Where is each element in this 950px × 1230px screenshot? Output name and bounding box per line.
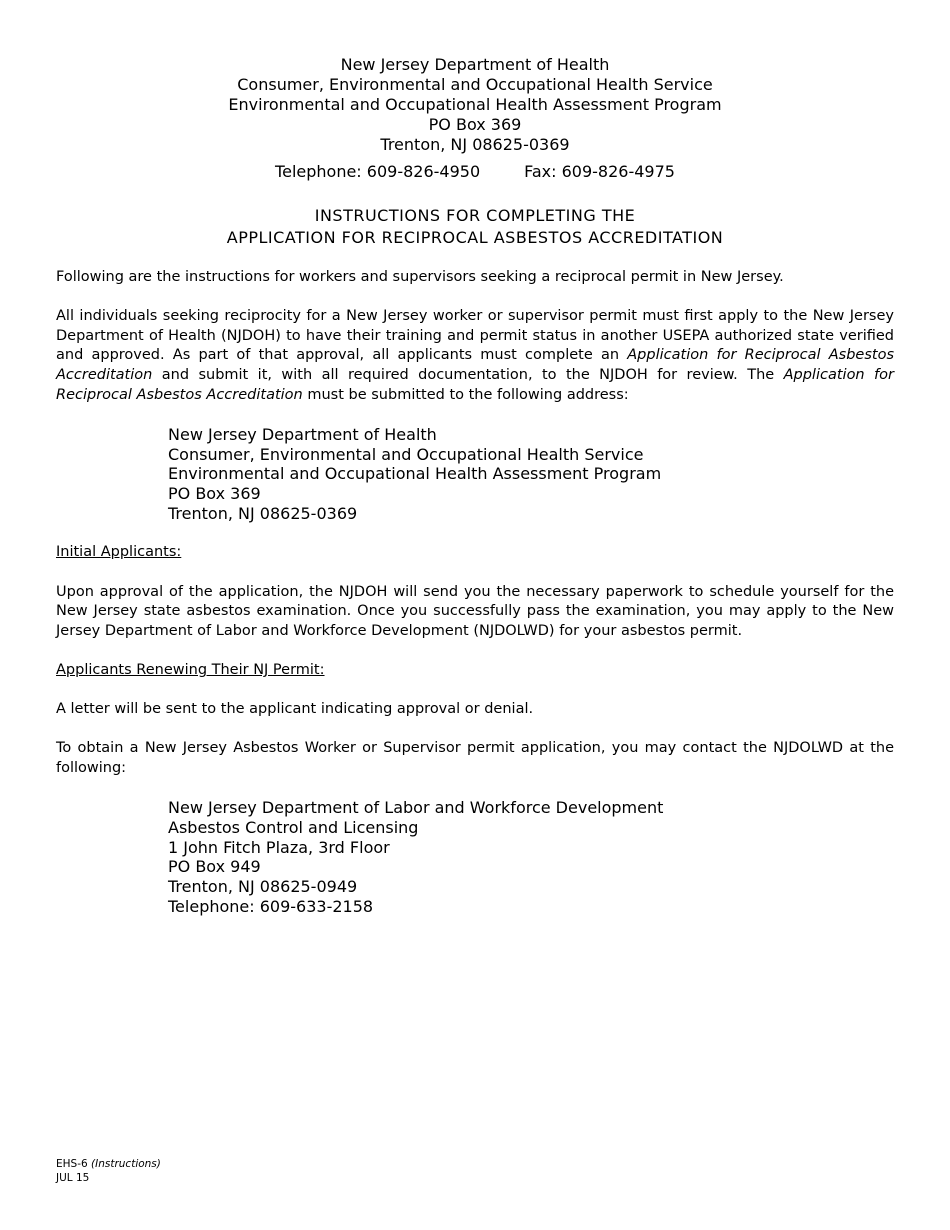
address-line: 1 John Fitch Plaza, 3rd Floor — [168, 837, 390, 857]
form-id — [56, 1157, 161, 1171]
text-span: All individuals seeking reciprocity for a New Jersey worker or supervisor permit must first apply to the New Jersey Department of Health (NJDOH) to have their training and permit status in another USEPA authorized state verified and approved. As part of that approval, all applicants must complete an — [56, 308, 894, 364]
title-line-2: APPLICATION FOR RECIPROCAL ASBESTOS ACCREDITATION — [226, 228, 724, 247]
document-page — [56, 0, 894, 1230]
header-line: PO Box 369 — [428, 115, 522, 134]
intro-paragraph: Following are the instructions for workers and supervisors seeking a reciprocal permit in New Jersey. — [56, 269, 784, 285]
header-line: Trenton, NJ 08625-0369 — [380, 135, 570, 154]
form-number: EHS-6 — [56, 1158, 92, 1170]
renewing-heading — [56, 661, 894, 681]
page-title — [56, 205, 894, 249]
address-line: PO Box 369 — [168, 484, 261, 504]
njdoh-address — [168, 425, 894, 524]
address-line: Asbestos Control and Licensing — [168, 817, 419, 837]
reciprocity-paragraph — [56, 307, 894, 405]
fax: Fax: 609-826-4975 — [524, 162, 675, 181]
initial-applicants-heading — [56, 543, 894, 563]
agency-header — [56, 55, 894, 155]
header-line: Consumer, Environmental and Occupational Health Service — [237, 75, 713, 94]
address-line: Telephone: 609-633-2158 — [168, 897, 374, 917]
header-line: Environmental and Occupational Health Assessment Program — [228, 95, 722, 114]
renewing-paragraph: A letter will be sent to the applicant indicating approval or denial. — [56, 701, 534, 718]
text-span: must be submitted to the following address: — [302, 386, 629, 403]
address-line: Environmental and Occupational Health Assessment Program — [168, 464, 662, 484]
section-heading: Applicants Renewing Their NJ Permit: — [56, 661, 325, 678]
address-line: New Jersey Department of Health — [168, 424, 437, 444]
form-date: JUL 15 — [56, 1172, 90, 1184]
address-line: Consumer, Environmental and Occupational Health Service — [168, 444, 644, 464]
text-span: and submit it, with all required documentation, to the NJDOH for review. The — [152, 366, 784, 383]
address-line: Trenton, NJ 08625-0369 — [168, 503, 358, 523]
obtain-paragraph: To obtain a New Jersey Asbestos Worker or Supervisor permit application, you may contact the NJDOLWD at the following: — [56, 740, 894, 776]
form-footer — [56, 1157, 161, 1185]
form-title-italic: Application for Reciprocal Asbestos Accreditation — [56, 366, 894, 403]
telephone: Telephone: 609-826-4950 — [275, 162, 481, 181]
njdolwd-address — [168, 798, 894, 917]
header-line: New Jersey Department of Health — [340, 55, 610, 74]
initial-applicants-paragraph: Upon approval of the application, the NJDOH will send you the necessary paperwork to schedule yourself for the New Jersey state asbestos examination. Once you successfully pass the examination, you may apply to the New Jersey Department of Labor and Workforce Development (NJDOLWD) for your asbestos permit. — [56, 583, 894, 639]
form-note: (Instructions) — [91, 1158, 161, 1170]
address-line: Trenton, NJ 08625-0949 — [168, 877, 358, 897]
section-heading: Initial Applicants: — [56, 544, 182, 561]
form-title-italic: Application for Reciprocal Asbestos Accreditation — [56, 347, 894, 383]
address-line: New Jersey Department of Labor and Workforce Development — [168, 798, 664, 818]
instructions-body — [56, 268, 894, 917]
contact-line — [56, 162, 894, 181]
title-line-1: INSTRUCTIONS FOR COMPLETING THE — [314, 206, 636, 225]
address-line: PO Box 949 — [168, 857, 261, 877]
